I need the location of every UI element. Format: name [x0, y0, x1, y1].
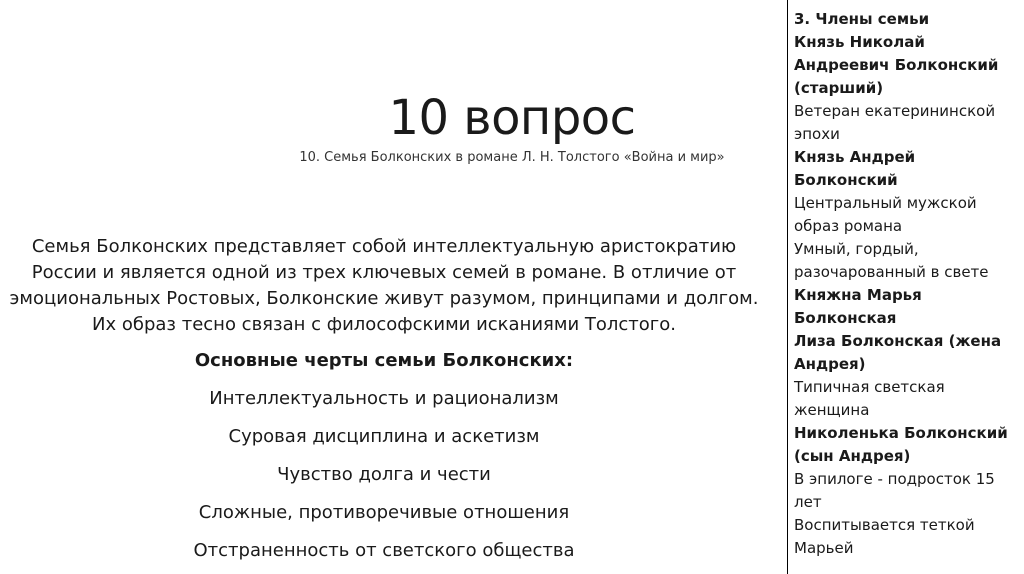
trait-item: Отстраненность от светского общества	[193, 540, 575, 561]
slide-subtitle: 10. Семья Болконских в романе Л. Н. Толстого «Война и мир»	[299, 150, 725, 165]
intro-paragraph: Семья Болконских представляет собой интеллектуальную аристократию России и является одной из трех ключевых семей в романе. В отличие от эмоциональных Ростовых, Болконские живут разумом, принципами и долгом. Их образ тесно связан с философскими исканиями Толстого.	[9, 236, 759, 335]
slide-title: 10 вопрос	[388, 90, 636, 146]
trait-item: Интеллектуальность и рационализм	[209, 388, 559, 409]
member-name: Князь Николай Андреевич Болконский (старший)	[794, 33, 999, 97]
member-description: В эпилоге - подросток 15 лет	[794, 470, 995, 511]
member-name: Николенька Болконский (сын Андрея)	[794, 424, 1008, 465]
trait-item: Суровая дисциплина и аскетизм	[228, 426, 540, 447]
member-name: Княжна Марья Болконская	[794, 286, 922, 327]
member-description: Типичная светская женщина	[794, 378, 945, 419]
slide-body	[8, 234, 760, 564]
traits-heading: Основные черты семьи Болконских:	[194, 350, 574, 371]
member-name: Князь Андрей Болконский	[794, 148, 916, 189]
sidebar-heading: 3. Члены семьи	[794, 10, 930, 28]
member-description: Воспитывается теткой Марьей	[794, 516, 975, 557]
trait-item: Чувство долга и чести	[277, 464, 491, 485]
member-description: Ветеран екатерининской эпохи	[794, 102, 996, 143]
member-description: Умный, гордый, разочарованный в свете	[794, 240, 989, 281]
trait-item: Сложные, противоречивые отношения	[198, 502, 570, 523]
member-name: Лиза Болконская (жена Андрея)	[794, 332, 1002, 373]
member-description: Центральный мужской образ романа	[794, 194, 977, 235]
family-members-sidebar	[787, 0, 1024, 574]
